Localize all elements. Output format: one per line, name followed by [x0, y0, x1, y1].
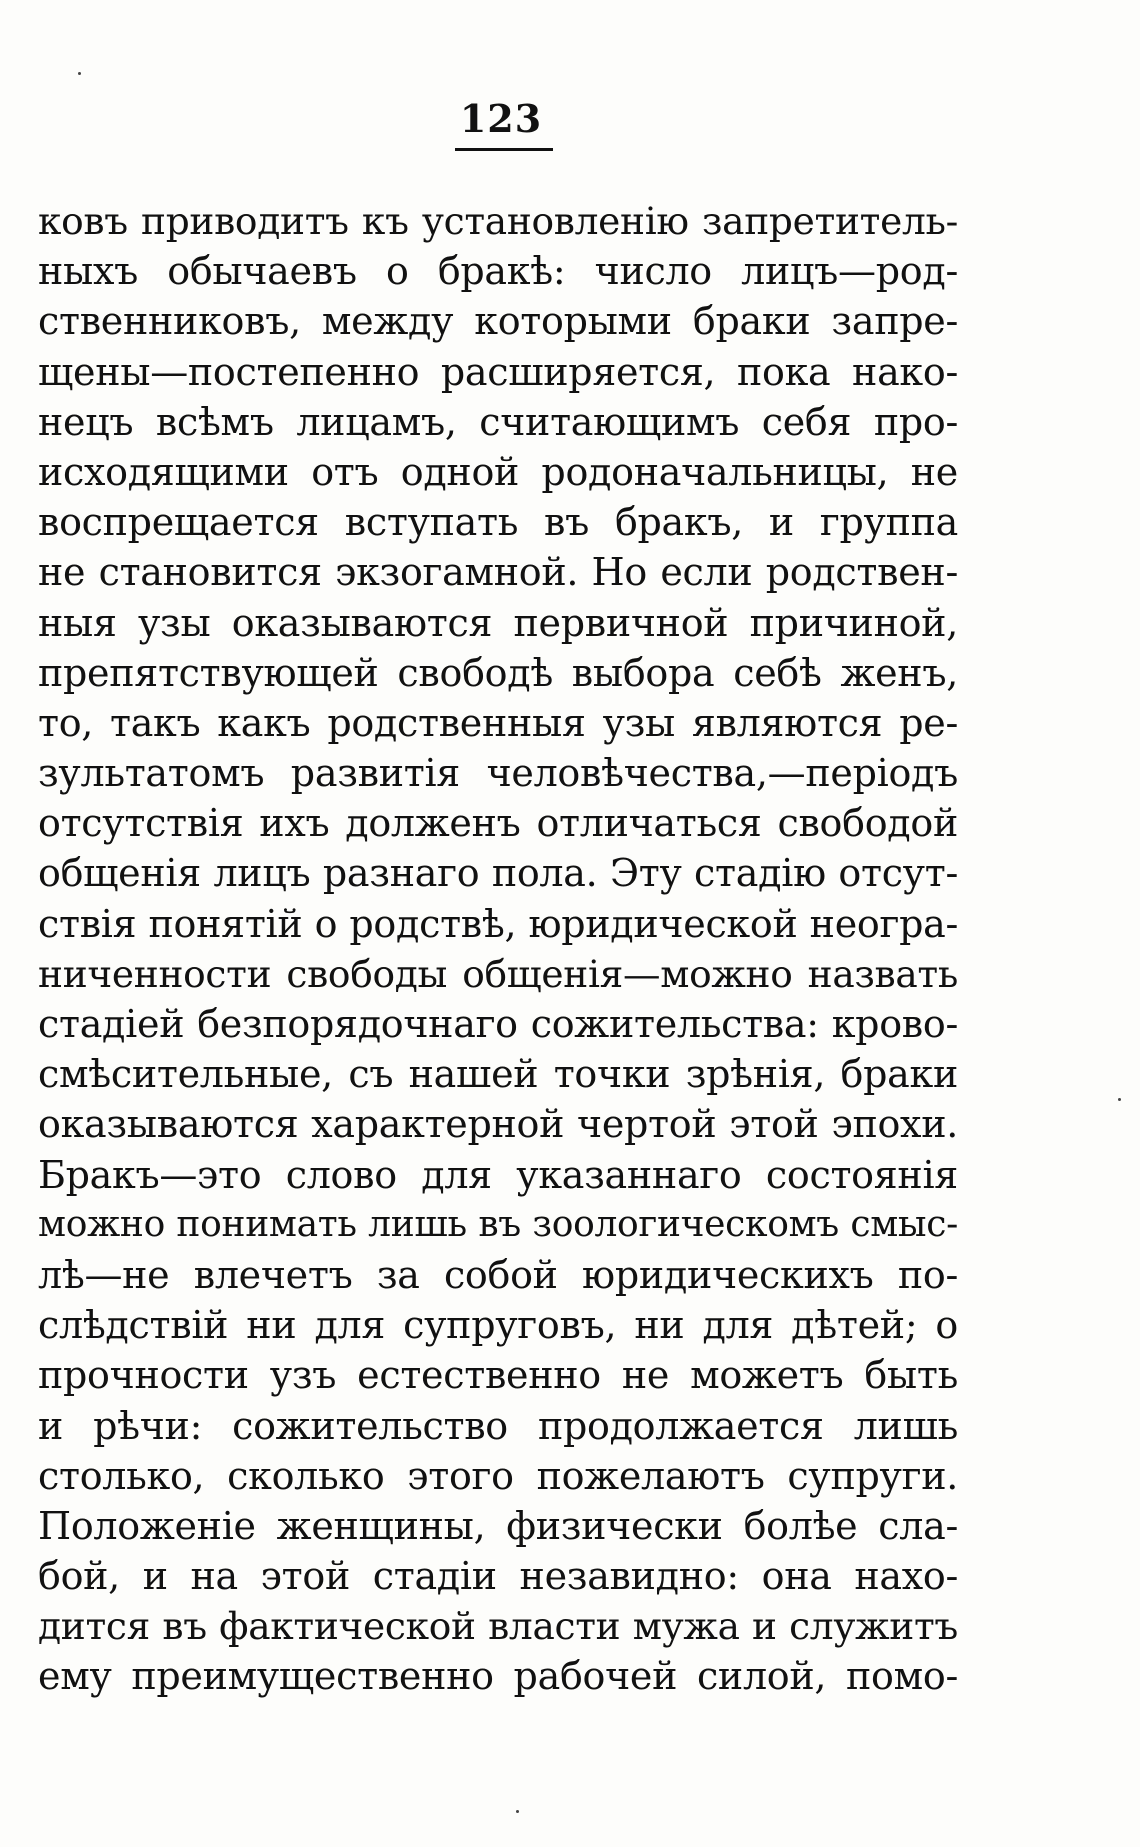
text-line: ныхъ обычаевъ о бракѣ: число лицъ—род- [38, 249, 958, 294]
text-line: столько, сколько этого пожелаютъ супруги. [38, 1453, 958, 1498]
text-line: лѣ—не влечетъ за собой юридическихъ по- [38, 1252, 958, 1297]
text-line: общенія лицъ разнаго пола. Эту стадію отсут- [38, 851, 958, 896]
text-line: Бракъ—это слово для указаннаго состоянія [38, 1152, 958, 1197]
text-line: смѣсительные, съ нашей точки зрѣнія, браки [38, 1052, 958, 1097]
text-line: воспрещается вступать въ бракъ, и группа [38, 500, 958, 545]
text-line: ему преимущественно рабочей силой, помо- [38, 1654, 958, 1699]
body-text [38, 196, 958, 1702]
scan-speck [78, 72, 81, 75]
text-line: бой, и на этой стадіи незавидно: она нахо- [38, 1554, 958, 1599]
text-line: слѣдствій ни для супруговъ, ни для дѣтей; о [38, 1303, 958, 1348]
text-line: дится въ фактической власти мужа и служитъ [38, 1604, 958, 1649]
text-line: Положеніе женщины, физически болѣе сла- [38, 1503, 958, 1548]
text-line: отсутствія ихъ долженъ отличаться свободой [38, 801, 958, 846]
text-line: ныя узы оказываются первичной причиной, [38, 600, 958, 645]
text-line: исходящими отъ одной родоначальницы, не [38, 449, 958, 494]
text-line: ственниковъ, между которыми браки запре- [38, 299, 958, 344]
scan-speck [1118, 1098, 1121, 1101]
text-line: препятствующей свободѣ выбора себѣ женъ, [38, 650, 958, 695]
text-line: ствія понятій о родствѣ, юридической неогра- [38, 901, 958, 946]
scan-speck [516, 1810, 519, 1813]
text-line: оказываются характерной чертой этой эпохи. [38, 1102, 958, 1147]
text-line: можно понимать лишь въ зоологическомъ смыс- [38, 1203, 958, 1245]
text-line: нецъ всѣмъ лицамъ, считающимъ себя про- [38, 399, 958, 444]
text-line: стадіей безпорядочнаго сожительства: крово- [38, 1002, 958, 1046]
text-line: то, такъ какъ родственныя узы являются ре- [38, 700, 958, 745]
text-line: прочности узъ естественно не можетъ быть [38, 1353, 958, 1398]
page-number-rule [455, 148, 553, 151]
text-line: ковъ приводитъ къ установленію запретитель- [38, 199, 958, 243]
text-line: не становится экзогамной. Но если родствен- [38, 550, 958, 595]
page-number: 123 [459, 96, 543, 141]
text-line: и рѣчи: сожительство продолжается лишь [38, 1403, 958, 1448]
text-line: ниченности свободы общенія—можно назвать [38, 951, 958, 996]
text-line: щены—постепенно расширяется, пока нако- [38, 349, 958, 394]
text-line: зультатомъ развитія человѣчества,—періодъ [38, 751, 958, 796]
